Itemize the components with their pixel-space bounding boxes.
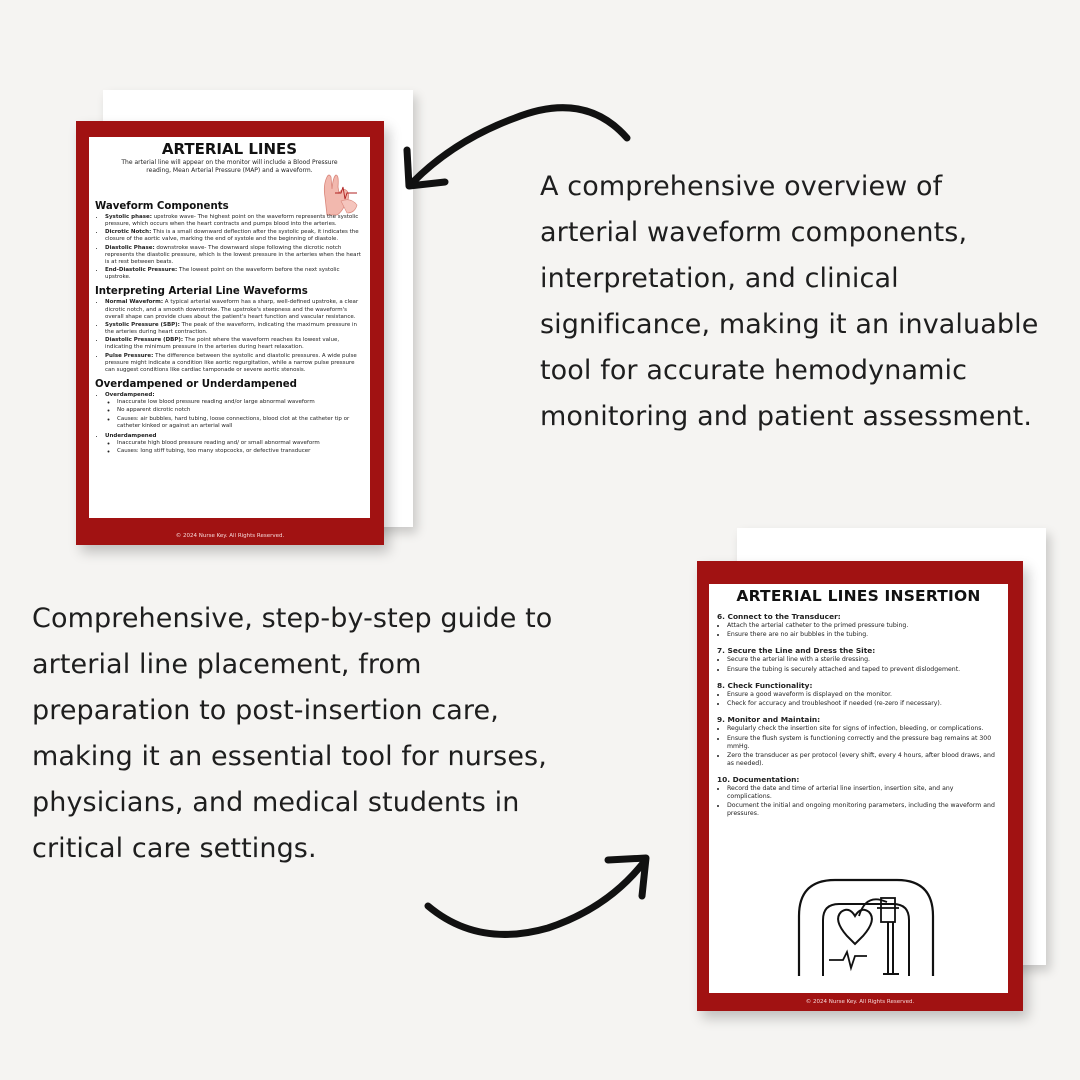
heart-monitor-icon (795, 876, 937, 978)
sub-item: ◦ Causes: long stiff tubing, too many stopcocks, or defective transducer (117, 448, 364, 455)
list-item (105, 299, 364, 320)
card1-page (89, 137, 370, 518)
list-item (105, 245, 364, 266)
text-line: arterial waveform components, (540, 217, 968, 248)
list-item (105, 353, 364, 374)
dampening-list (95, 392, 364, 455)
text-line: making it an essential tool for nurses, (32, 741, 547, 772)
list-item: • Ensure there are no air bubbles in the tubing. (727, 631, 1000, 639)
sub-item: ◦ No apparent dicrotic notch (117, 407, 364, 414)
sub-item: ◦ Inaccurate high blood pressure reading and/ or small abnormal waveform (117, 440, 364, 447)
text-line: A comprehensive overview of (540, 171, 943, 202)
item-text: The difference between the systolic and diastolic pressures. A wide pulse pressure might indicate a condition like aortic regurgitation, while a narrow pulse pressure can suggest conditions like cardiac tamponade or severe aortic stenosis. (105, 352, 357, 373)
card1-title: ARTERIAL LINES (161, 140, 298, 158)
list-item: • Ensure a good waveform is displayed on the monitor. (727, 691, 1000, 699)
interpreting-list (95, 299, 364, 373)
arterial-lines-insertion-card (697, 561, 1023, 1011)
text-line: Comprehensive, step-by-step guide to (32, 603, 553, 634)
card2-title: ARTERIAL LINES INSERTION (736, 587, 981, 605)
text-line: monitoring and patient assessment. (540, 401, 1033, 432)
list-item: • Attach the arterial catheter to the primed pressure tubing. (727, 622, 1000, 630)
step-heading: 6. Connect to the Transducer: (717, 612, 841, 621)
sub-item: ◦ Causes: air bubbles, hard tubing, loose connections, blood clot at the catheter tip or catheter kinked or against an arterial wall (117, 416, 364, 430)
item-text: The point where the waveform reaches its lowest value, indicating the minimum pressure in the arteries during heart relaxation. (105, 337, 340, 351)
sub-list (105, 399, 364, 430)
list-item (105, 214, 364, 228)
text-line: tool for accurate hemodynamic (540, 355, 968, 386)
overview-description (540, 164, 1060, 440)
list-item (105, 392, 364, 430)
list-item (105, 267, 364, 281)
card2-body (717, 612, 1000, 819)
list-item: • Zero the transducer as per protocol (every shift, every 4 hours, after blood draws, and as needed). (727, 752, 1000, 768)
list-item: • Record the date and time of arterial line insertion, insertion site, and any complications. (727, 785, 1000, 801)
step-heading: 7. Secure the Line and Dress the Site: (717, 646, 876, 656)
item-text: The peak of the waveform, indicating the maximum pressure in the arteries during heart contraction. (105, 321, 358, 335)
section-heading: Waveform Components (95, 201, 229, 212)
text-line: physicians, and medical students in (32, 787, 520, 818)
list-item: • Ensure the flush system is functioning correctly and the pressure bag remains at 300 mmHg. (727, 735, 1000, 751)
item-term: Diastolic Pressure (DBP): (105, 337, 184, 344)
step-list (717, 691, 1000, 708)
item-term: End-Diastolic Pressure: (105, 267, 178, 274)
insertion-guide-description (32, 596, 592, 872)
step-list (717, 785, 1000, 818)
card1-footer: © 2024 Nurse Key. All Rights Reserved. (175, 533, 285, 539)
item-text: upstroke wave- The highest point on the waveform represents the systolic pressure, which occurs when the heart contracts and pumps blood into the arteries. (105, 214, 359, 228)
step-heading: 8. Check Functionality: (717, 680, 813, 690)
item-term: Diastolic Phase: (105, 244, 155, 251)
card1-intro: The arterial line will appear on the monitor will include a Blood Pressure reading, Mean Arterial Pressure (MAP) and a waveform. (121, 159, 338, 174)
item-text: The lowest point on the waveform before the next systolic upstroke. (105, 267, 340, 281)
item-term: Systolic Pressure (SBP): (105, 321, 180, 328)
step-list (717, 622, 1000, 639)
text-line: interpretation, and clinical (540, 263, 899, 294)
section-heading: Interpreting Arterial Line Waveforms (95, 286, 308, 298)
list-item (105, 337, 364, 351)
item-term: Pulse Pressure: (105, 352, 154, 359)
card1-body (95, 201, 364, 456)
group-label: Overdampened: (105, 391, 155, 398)
item-text: A typical arterial waveform has a sharp, well-defined upstroke, a clear dicrotic notch, and a smooth downstroke. The upstroke's steepness and the waveform's overall shape can provide clues about the patient's heart function and vascular resistance. (105, 299, 359, 320)
item-text: This is a small downward deflection after the systolic peak, it indicates the closure of the aortic valve, marking the end of systole and the beginning of diastole. (105, 229, 359, 243)
text-line: critical care settings. (32, 833, 317, 864)
list-item (105, 229, 364, 243)
text-line: significance, making it an invaluable (540, 309, 1039, 340)
list-item: • Regularly check the insertion site for signs of infection, bleeding, or complications. (727, 725, 1000, 733)
step-list (717, 656, 1000, 673)
item-text: downstroke wave- The downward slope following the dicrotic notch represents the diastolic pressure, which is the lowest pressure in the arteries when the heart is at rest between beats. (105, 244, 361, 265)
list-item: • Document the initial and ongoing monitoring parameters, including the waveform and pressures. (727, 802, 1000, 818)
card2-page (709, 584, 1008, 993)
waveform-components-list (95, 214, 364, 281)
step-heading: 9. Monitor and Maintain: (717, 715, 821, 725)
list-item (105, 433, 364, 455)
step-list (717, 725, 1000, 767)
list-item (105, 322, 364, 336)
curved-arrow-icon (418, 848, 658, 948)
group-label: Underdampened (105, 432, 157, 439)
step-heading: 10. Documentation: (717, 774, 800, 784)
arterial-lines-card (76, 121, 384, 545)
text-line: preparation to post-insertion care, (32, 695, 499, 726)
sub-list (105, 440, 364, 455)
list-item: • Secure the arterial line with a sterile dressing. (727, 656, 1000, 664)
item-term: Dicrotic Notch: (105, 229, 152, 236)
list-item: • Check for accuracy and troubleshoot if needed (re-zero if necessary). (727, 700, 1000, 708)
sub-item: ◦ Inaccurate low blood pressure reading and/or large abnormal waveform (117, 399, 364, 406)
item-term: Systolic phase: (105, 214, 152, 220)
list-item: • Ensure the tubing is securely attached and taped to prevent dislodgement. (727, 666, 1000, 674)
text-line: arterial line placement, from (32, 649, 422, 680)
section-heading: Overdampened or Underdampened (95, 378, 297, 390)
card2-footer: © 2024 Nurse Key. All Rights Reserved. (805, 999, 915, 1005)
item-term: Normal Waveform: (105, 299, 164, 306)
